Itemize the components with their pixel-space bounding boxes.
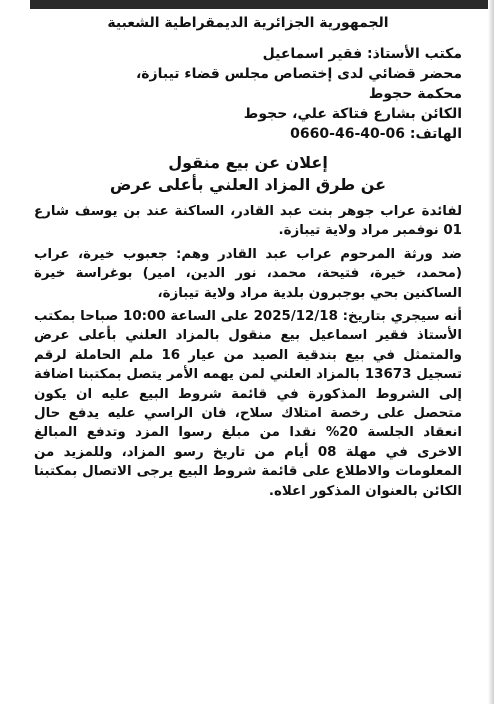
notice-title: إعلان عن بيع منقول xyxy=(168,153,328,172)
office-name: مكتب الأستاذ: فقير اسماعيل xyxy=(262,46,462,62)
top-border-bar xyxy=(30,0,494,9)
beneficiary-paragraph: لفائدة عراب جوهر بنت عبد القادر، الساكنة عند بن يوسف شارع 01 نوفمبر مراد ولاية تيبازة. xyxy=(34,204,462,239)
office-address: الكائن بشارع فتاكة علي، حجوط xyxy=(243,106,462,122)
sale-details-paragraph: أنه سيجري بتاريخ: 2025/12/18 على الساعة 10:00 صباحا بمكتب الأستاذ فقير اسماعيل بيع منقول بالمزاد العلني بأعلى عرض والمتمثل في بيع بندقية الصيد من عيار 16 ملم الحاملة لرقم تسجيل 13673 بالمزاد العلني لمن يهمه الأمر يتصل بمكتبنا اضافة إلى الشروط المذكورة في قائمة شروط البيع عليه ان يكون متحصل على رخصة امتلاك سلاح، فان الراسي عليه يدفع حال انعقاد الجلسة 20% نقدا من مبلغ رسوا المزد وتدفع المبالغ الاخرى في مهلة 08 أيام من تاريخ رسو المزاد، وللمزيد من المعلومات والاطلاع على قائمة شروط البيع يرجى الاتصال بمكتبنا الكائن بالعنوان المذكور اعلاه. xyxy=(34,309,463,499)
office-phone: الهاتف: 06-40-46-0660 xyxy=(290,126,462,142)
bailiff-role: محضر قضائي لدى إختصاص مجلس قضاء تيبازة، xyxy=(135,66,462,82)
legal-notice xyxy=(34,14,462,698)
page-edge-shadow xyxy=(488,0,494,704)
notice-subtitle: عن طرق المزاد العلني بأعلى عرض xyxy=(109,175,387,194)
republic-heading: الجمهورية الجزائرية الديمقراطية الشعبية xyxy=(107,15,389,31)
defendants-paragraph: ضد ورثة المرحوم عراب عبد القادر وهم: جعبوب خيرة، عراب (محمد، خيرة، فتيحة، محمد، نور الدين، امير) بوغراسة خيرة الساكنين بحي بوجبرون بلدية مراد ولاية تيبازة، xyxy=(34,246,462,301)
notice-body xyxy=(34,202,462,501)
court-name: محكمة حجوط xyxy=(368,86,462,102)
